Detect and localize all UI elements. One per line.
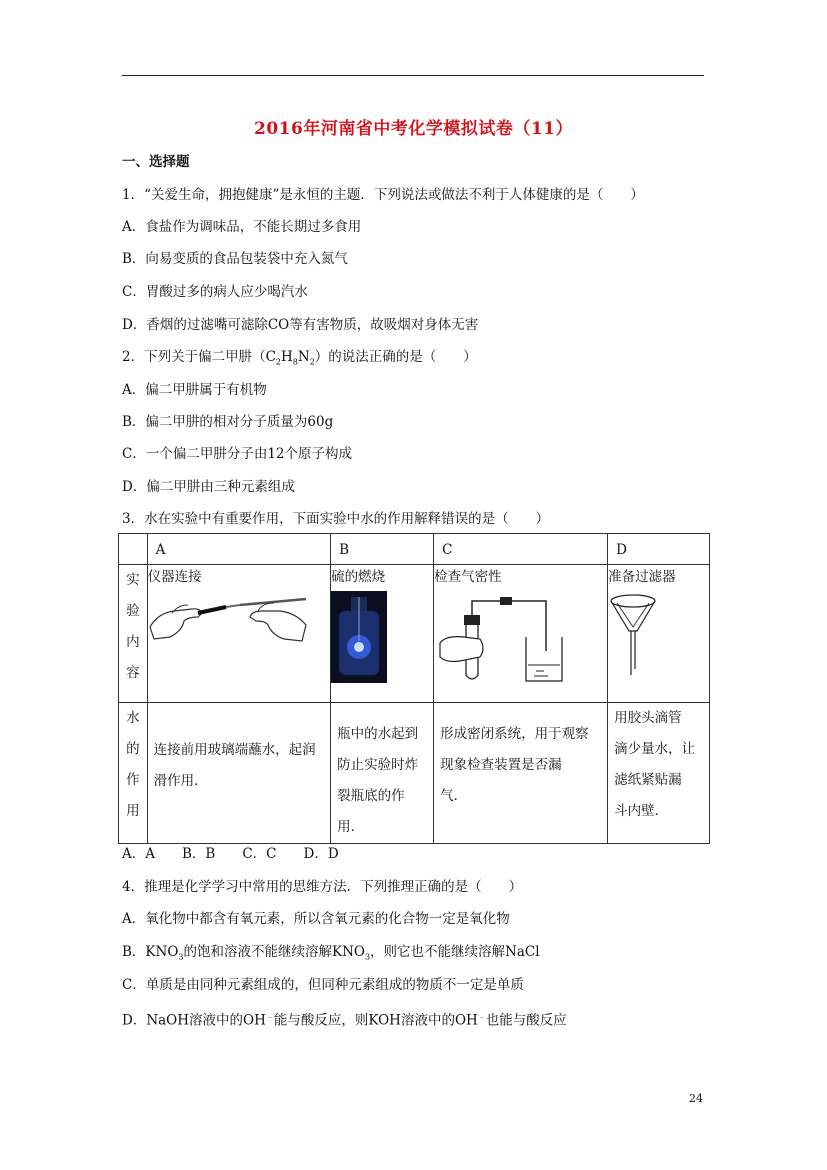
q4-option-b: B．$KNO_3$的饱和溶液不能继续溶解$KNO_3$，则它也不能继续溶解NaCl xyxy=(122,944,540,962)
section-heading: 一、选择题 xyxy=(122,154,190,170)
q4-option-d: D．NaOH溶液中的OH﹣能与酸反应，则KOH溶液中的OH﹣也能与酸反应 xyxy=(122,1012,567,1029)
q3-explanation-a: 连接前用玻璃端蘸水，起润 滑作用． xyxy=(147,703,330,844)
q3-content-d-label: 准备过滤器 xyxy=(608,569,676,585)
q3-content-b-label: 硫的燃烧 xyxy=(331,569,386,585)
q3-header-b: B xyxy=(331,534,434,565)
q3-table xyxy=(118,533,710,844)
q1-option-c: C．胃酸过多的病人应少喝汽水 xyxy=(122,284,308,300)
q3-explanation-d: 用胶头滴管 滴少量水，让 滤纸紧贴漏 斗内壁． xyxy=(608,703,710,844)
page-title: 2016年河南省中考化学模拟试卷（11） xyxy=(254,119,573,139)
hands-connecting-tubes-illustration xyxy=(148,591,308,647)
q2-option-c: C．一个偏二甲肼分子由12个原子构成 xyxy=(122,446,353,462)
q3-content-b xyxy=(331,565,434,703)
q4-option-a: A．氧化物中都含有氧元素，所以含氧元素的化合物一定是氧化物 xyxy=(122,911,510,927)
q3-header-c: C xyxy=(434,534,608,565)
q3-content-c xyxy=(434,565,608,703)
q3-content-c-label: 检查气密性 xyxy=(434,569,502,585)
q3-corner-cell xyxy=(119,534,148,565)
q3-header-a: A xyxy=(147,534,330,565)
q3-explanation-c: 形成密闭系统，用于观察 现象检查装置是否漏 气． xyxy=(434,703,608,844)
q3-explanation-b: 瓶中的水起到 防止实验时炸 裂瓶底的作用． xyxy=(331,703,434,844)
q3-explanation-row xyxy=(119,703,710,844)
q3-row-label-role: 水 的 作 用 xyxy=(119,703,148,844)
q1-option-a: A．食盐作为调味品，不能长期过多食用 xyxy=(122,219,362,235)
q4-stem: 4．推理是化学学习中常用的思维方法．下列推理正确的是（ ） xyxy=(122,879,523,895)
q3-stem: 3．水在实验中有重要作用，下面实验中水的作用解释错误的是（ ） xyxy=(122,511,550,527)
q4-option-c: C．单质是由同种元素组成的，但同种元素组成的物质不一定是单质 xyxy=(122,977,524,993)
q2-option-d: D．偏二甲肼由三种元素组成 xyxy=(122,479,295,495)
q2-option-b: B．偏二甲肼的相对分子质量为60g xyxy=(122,414,334,430)
q3-content-a-label: 仪器连接 xyxy=(147,569,202,585)
q1-option-d: D．香烟的过滤嘴可滤除CO等有害物质，故吸烟对身体无害 xyxy=(122,317,479,333)
page-number: 24 xyxy=(689,1092,703,1105)
sulfur-burning-bottle-illustration xyxy=(331,591,387,683)
q3-row-label-content: 实 验 内 容 xyxy=(119,565,148,703)
q1-stem: 1．“关爱生命，拥抱健康”是永恒的主题．下列说法或做法不利于人体健康的是（ ） xyxy=(122,187,644,203)
q3-content-a xyxy=(147,565,330,703)
airtightness-check-illustration xyxy=(434,591,566,687)
funnel-filter-illustration xyxy=(608,591,658,677)
q3-header-row xyxy=(119,534,710,565)
q3-content-row xyxy=(119,565,710,703)
q3-answer-options: A．A B．B C．C D．D xyxy=(122,846,339,862)
q3-header-d: D xyxy=(608,534,710,565)
header-rule xyxy=(122,75,704,76)
q2-stem: 2．下列关于偏二甲肼$(C_2H_8N_2)$的说法正确的是（ ） xyxy=(122,349,477,367)
q1-option-b: B．向易变质的食品包装袋中充入氮气 xyxy=(122,251,348,267)
q2-option-a: A．偏二甲肼属于有机物 xyxy=(122,382,267,398)
q3-content-d xyxy=(608,565,710,703)
